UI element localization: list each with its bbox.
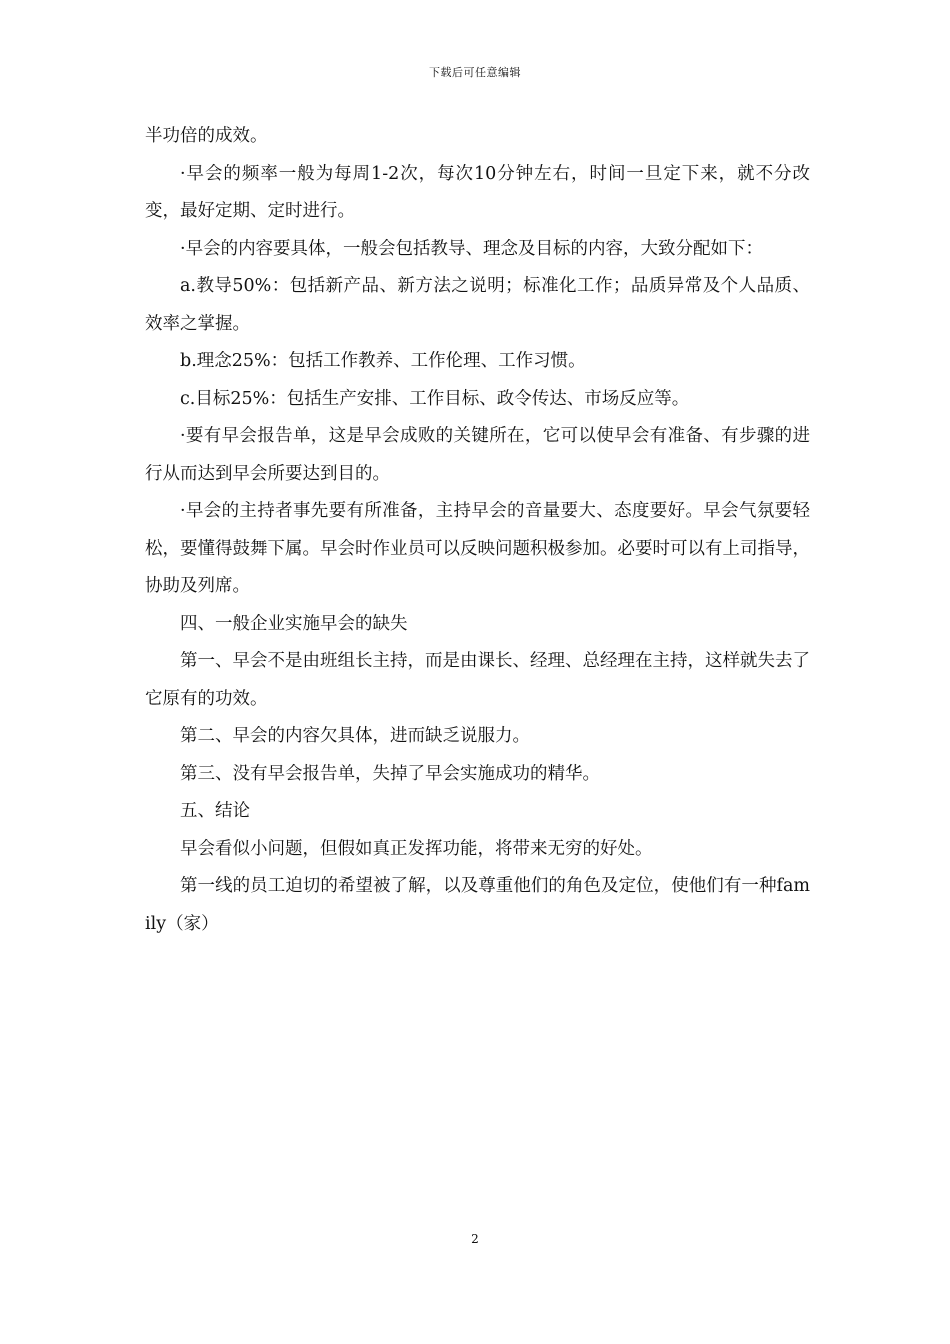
paragraph: 第二、早会的内容欠具体，进而缺乏说服力。 (180, 726, 530, 746)
paragraph: c.目标25%：包括生产安排、工作目标、政令传达、市场反应等。 (180, 388, 690, 409)
paragraph: b.理念25%：包括工作教养、工作伦理、工作习惯。 (180, 351, 586, 371)
paragraph: a.教导50%：包括新产品、新方法之说明；标准化工作；品质异常及个人品质、效率之掌握。 (145, 276, 810, 334)
paragraph: 早会看似小问题，但假如真正发挥功能，将带来无穷的好处。 (180, 838, 653, 859)
paragraph: 第三、没有早会报告单，失掉了早会实施成功的精华。 (180, 763, 600, 784)
page-header: 下载后可任意编辑 (429, 66, 521, 79)
paragraph: 第一、早会不是由班组长主持，而是由课长、经理、总经理在主持，这样就失去了它原有的功效。 (145, 651, 810, 709)
paragraph: ·早会的内容要具体，一般会包括教导、理念及目标的内容，大致分配如下： (180, 238, 764, 259)
paragraph: ·早会的频率一般为每周1-2次，每次10分钟左右，时间一旦定下来，就不分改变，最好定期、定时进行。 (145, 163, 810, 221)
paragraph: ·早会的主持者事先要有所准备，主持早会的音量要大、态度要好。早会气氛要轻松，要懂得鼓舞下属。早会时作业员可以反映问题积极参加。必要时可以有上司指导，协助及列席。 (145, 501, 810, 596)
paragraph: 半功倍的成效。 (145, 126, 268, 146)
section-heading: 四、一般企业实施早会的缺失 (180, 613, 408, 634)
paragraph: ·要有早会报告单，这是早会成败的关键所在，它可以使早会有准备、有步骤的进行从而达到早会所要达到目的。 (145, 426, 810, 484)
page-number: 2 (471, 1232, 479, 1246)
document-body (145, 118, 810, 943)
section-heading: 五、结论 (180, 801, 250, 821)
paragraph: 第一线的员工迫切的希望被了解，以及尊重他们的角色及定位，使他们有一种family（家） (145, 876, 810, 934)
